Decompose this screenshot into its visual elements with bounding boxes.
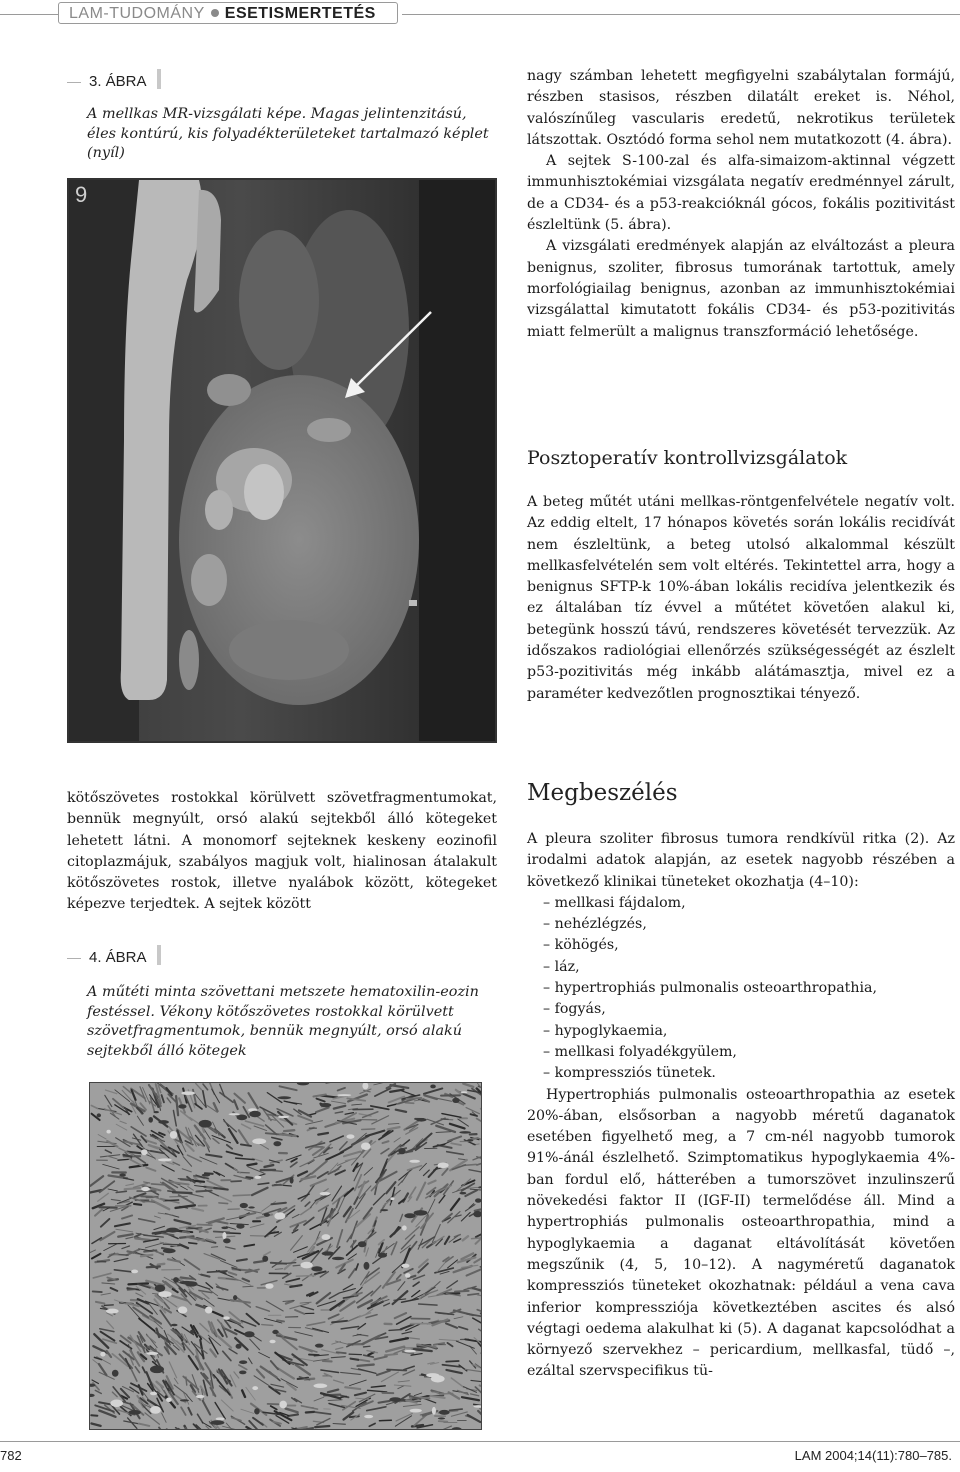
tissue-cell — [171, 1324, 178, 1327]
tissue-cell — [274, 1212, 285, 1219]
tissue-fiber — [273, 1185, 281, 1186]
figure3-mri-image — [67, 178, 497, 743]
tissue-fiber — [405, 1103, 413, 1104]
tissue-cell — [459, 1131, 471, 1133]
journal-citation: LAM 2004;14(11):780–785. — [794, 1448, 952, 1463]
tissue-cell — [364, 1415, 373, 1418]
symptom-item: – fogyás, — [527, 999, 955, 1020]
tissue-cell — [112, 1370, 119, 1377]
symptom-item: – hypoglykaemia, — [527, 1021, 955, 1042]
tissue-cell — [277, 1096, 291, 1099]
figure4-label-rule — [67, 958, 81, 959]
tissue-cell — [378, 1253, 387, 1258]
tissue-cell — [240, 1203, 248, 1208]
right-top-text — [527, 66, 955, 343]
tissue-cell — [252, 1138, 266, 1144]
tissue-fiber — [125, 1188, 140, 1189]
tissue-cell — [100, 1352, 105, 1357]
tissue-fiber — [337, 1352, 346, 1353]
tissue-cell — [459, 1192, 466, 1195]
tissue-cell — [181, 1091, 195, 1095]
tissue-cell — [173, 1277, 179, 1283]
tissue-fiber — [134, 1204, 141, 1205]
tissue-cell — [265, 1283, 273, 1288]
tissue-fiber — [233, 1195, 250, 1196]
tissue-cell — [239, 1370, 246, 1374]
tissue-cell — [405, 1273, 410, 1278]
tissue-cell — [475, 1198, 481, 1202]
tissue-fiber — [455, 1291, 469, 1292]
tissue-cell — [131, 1270, 138, 1274]
discussion-paragraph-2: Hypertrophiás pulmonalis osteoarthropathia az esetek 20%-ában, elsősorban a nagyobb méretű daganatok esetében figyelhető meg, a 7 cm-nél nagyobb tumorok 91%-ánál észlelhető. Szimptomatikus hypoglykaemia 4%-ban fordul elő, hátterében a tumorszövet inzulinszerű növekedési faktor II (IGF-II) termelődése áll. Mind a hypertrophiás pulmonalis osteoarthropathia, mind a hypoglykaemia a daganat eltávolítását követően megszűnik (4, 5, 10–12). A nagyméretű daganatok kompressziós tüneteket okozhatnak: például a vena cava inferior kompressziója következtében ascites és alsó végtagi oedema alakulhat ki (5). A daganat kapcsolódhat a környező szervekhez – pericardium, mellkasfal, tüdő –, ezáltal szervspecifikus tü- — [527, 1086, 955, 1380]
tissue-fiber — [318, 1133, 328, 1135]
symptom-item: – hypertrophiás pulmonalis osteoarthropathia, — [527, 978, 955, 999]
tissue-fiber — [197, 1225, 211, 1226]
tissue-cell — [414, 1210, 428, 1215]
tissue-cell — [248, 1206, 254, 1208]
tissue-fiber — [231, 1181, 241, 1182]
tissue-cell — [461, 1091, 467, 1093]
tissue-cell — [199, 1120, 212, 1128]
tissue-cell — [390, 1197, 394, 1200]
tissue-cell — [180, 1281, 193, 1285]
figure4-caption: A műtéti minta szövettani metszete hematoxilin-eozin festéssel. Vékony kötőszövetes rostokkal körülvett szövetfragmentumok, bennük megnyúlt, orsó alakú sejtekből álló kötegek — [87, 984, 479, 1059]
tissue-cell — [300, 1262, 313, 1269]
tissue-cell — [150, 1406, 161, 1414]
left-mid-text — [67, 788, 497, 916]
tissue-cell — [404, 1350, 416, 1353]
tissue-fiber — [389, 1330, 402, 1331]
tissue-cell — [150, 1392, 157, 1395]
histology-graphic — [90, 1083, 482, 1430]
symptom-item: – kompressziós tünetek. — [527, 1063, 955, 1084]
tissue-fiber — [333, 1424, 345, 1425]
tissue-fiber — [135, 1238, 149, 1240]
tissue-cell — [202, 1174, 211, 1177]
tissue-cell — [223, 1316, 229, 1320]
figure3-label: 3. ÁBRA — [81, 72, 155, 92]
tissue-cell — [402, 1264, 410, 1268]
tissue-fiber — [349, 1354, 361, 1355]
tissue-cell — [155, 1285, 165, 1292]
tissue-cell — [178, 1306, 187, 1313]
tissue-cell — [452, 1098, 459, 1103]
tissue-cell — [196, 1395, 204, 1398]
tissue-cell — [432, 1407, 436, 1415]
tissue-fiber — [183, 1232, 189, 1233]
paragraph-immuno: A sejtek S-100-zal és alfa-simaizom-aktinnal végzett immunhisztokémiai vizsgálata negatív eredménnyel zárult, de a CD34- és a p53-reakcióknál gócos, fokális pozitivitást észleltünk (5. ábra). — [527, 153, 955, 234]
tissue-cell — [402, 1225, 407, 1230]
tissue-cell — [233, 1295, 237, 1300]
tissue-cell — [229, 1113, 240, 1115]
footer-rule — [0, 1441, 960, 1442]
tissue-cell — [255, 1176, 262, 1179]
figure4-label: 4. ÁBRA — [81, 948, 155, 968]
tissue-fiber — [315, 1426, 329, 1427]
tissue-cell — [158, 1120, 169, 1124]
tissue-cell — [166, 1228, 179, 1233]
tissue-cell — [254, 1408, 260, 1414]
mri-graphic — [69, 180, 497, 743]
tissue-fiber — [128, 1289, 135, 1290]
figure3-label-rule — [67, 82, 81, 83]
discussion-section-title: Megbeszélés — [527, 780, 678, 806]
tissue-cell — [106, 1309, 119, 1314]
tissue-cell — [221, 1226, 228, 1229]
tissue-cell — [272, 1330, 278, 1334]
histology-paragraph: kötőszövetes rostokkal körülvett szövetfragmentumokat, bennük megnyúlt, orsó alakú sejtekből álló kötegeket lehetett látni. A monomorf sejteknek keskeny eozinofil citoplazmájuk, szabályos magjuk volt, hialinosan átalakult kötőszövetes rostok, illetve nyalábok között, kötegeket képezve terjedtek. A sejtek között — [67, 790, 497, 913]
tissue-cell — [158, 1158, 172, 1161]
figure4-histology-image — [89, 1082, 482, 1430]
tissue-cell — [244, 1331, 254, 1337]
discussion-text — [527, 829, 955, 1383]
tissue-cell — [178, 1104, 186, 1108]
tissue-cell — [166, 1398, 172, 1403]
tissue-cell — [416, 1118, 427, 1122]
tissue-fiber — [243, 1286, 253, 1287]
tissue-cell — [249, 1111, 261, 1117]
tissue-cell — [313, 1384, 327, 1388]
header-rule-left — [0, 14, 58, 15]
tissue-cell — [273, 1141, 281, 1146]
tissue-cell — [239, 1360, 247, 1364]
tissue-fiber — [481, 1353, 482, 1365]
tissue-cell — [106, 1130, 110, 1134]
running-header — [58, 2, 398, 24]
symptom-item: – mellkasi fájdalom, — [527, 893, 955, 914]
tissue-cell — [119, 1174, 126, 1177]
tissue-cell — [170, 1131, 178, 1139]
tissue-cell — [97, 1113, 101, 1117]
figure3-caption: A mellkas MR-vizsgálati képe. Magas jelintenzitású, éles kontúrú, kis folyadékterületeket tartalmazó képlet (nyíl) — [87, 106, 489, 162]
tissue-cell — [438, 1417, 445, 1419]
tissue-cell — [311, 1266, 322, 1271]
tissue-fiber — [237, 1259, 247, 1260]
tissue-fiber — [128, 1251, 134, 1252]
tissue-cell — [110, 1400, 123, 1407]
tissue-cell — [211, 1420, 225, 1425]
tissue-fiber — [387, 1369, 406, 1370]
tissue-cell — [216, 1417, 225, 1420]
tissue-cell — [315, 1344, 324, 1348]
tissue-fiber — [173, 1192, 192, 1193]
tissue-cell — [380, 1209, 388, 1211]
postop-paragraph: A beteg műtét utáni mellkas-röntgenfelvétele negatív volt. Az eddig eltelt, 17 hónapos követés során lokális recidívát nem észleltünk, a beteg utolsó alkalommal készült mellkasfelvételén sem volt eltérés. Tekintettel arra, hogy a benignus SFTP-k 10%-ában lokális recidíva jelentkezik és ez általában tíz évvel a műtétet követően alakul ki, betegünk hosszú távú, rendszeres követését tervezzük. Az időszakos radiológiai ellenőrzés szükségességét az észlelt p53-pozitivitás még inkább alátámasztja, mivel ez a paraméter kedvezőtlen prognosztikai tényező. — [527, 494, 955, 702]
tissue-cell — [322, 1251, 335, 1255]
tissue-cell — [409, 1160, 420, 1163]
tissue-cell — [389, 1397, 401, 1402]
tissue-fiber — [147, 1267, 160, 1268]
tissue-cell — [146, 1352, 158, 1355]
tissue-cell — [290, 1177, 294, 1183]
tissue-cell — [236, 1344, 242, 1349]
symptom-item: – köhögés, — [527, 935, 955, 956]
tissue-cell — [361, 1142, 371, 1150]
tissue-cell — [438, 1162, 449, 1168]
tissue-fiber — [362, 1129, 375, 1130]
tissue-cell — [252, 1386, 258, 1390]
tissue-cell — [439, 1410, 450, 1415]
tissue-cell — [364, 1262, 370, 1270]
tissue-cell — [190, 1330, 194, 1335]
header-bullet-icon — [211, 9, 219, 17]
tissue-cell — [148, 1117, 153, 1123]
tissue-cell — [404, 1213, 415, 1218]
tissue-cell — [150, 1366, 164, 1374]
tissue-fiber — [93, 1291, 102, 1292]
tissue-fiber — [189, 1243, 197, 1244]
tissue-fiber — [275, 1269, 282, 1270]
tissue-cell — [269, 1340, 275, 1343]
tissue-cell — [279, 1401, 286, 1409]
tissue-cell — [467, 1139, 474, 1141]
tissue-fiber — [158, 1264, 165, 1265]
tissue-cell — [236, 1224, 244, 1229]
tissue-fiber — [262, 1325, 273, 1326]
mri-marker: 9 — [75, 182, 88, 207]
tissue-cell — [410, 1409, 422, 1413]
tissue-fiber — [164, 1200, 179, 1201]
tissue-cell — [346, 1134, 354, 1139]
header-rule-right — [402, 14, 960, 15]
tissue-fiber — [246, 1177, 252, 1178]
symptom-list — [527, 893, 955, 1085]
tissue-cell — [154, 1111, 159, 1113]
tissue-fiber — [446, 1361, 458, 1362]
tissue-cell — [264, 1213, 270, 1217]
tissue-cell — [223, 1238, 231, 1243]
tissue-fiber — [439, 1421, 448, 1422]
tissue-cell — [141, 1187, 150, 1191]
tissue-cell — [222, 1232, 226, 1239]
tissue-cell — [473, 1211, 482, 1217]
tissue-cell — [128, 1410, 141, 1415]
tissue-cell — [430, 1084, 436, 1088]
tissue-fiber — [181, 1278, 189, 1279]
postop-section-title: Posztoperatív kontrollvizsgálatok — [527, 447, 848, 469]
postop-text — [527, 492, 955, 705]
tissue-cell — [337, 1094, 351, 1096]
tissue-fiber — [167, 1429, 176, 1430]
tissue-cell — [237, 1115, 248, 1121]
tissue-fiber — [363, 1346, 369, 1347]
symptom-item: – láz, — [527, 957, 955, 978]
tissue-cell — [426, 1373, 439, 1377]
tissue-fiber — [407, 1098, 422, 1099]
symptom-item: – mellkasi folyadékgyülem, — [527, 1042, 955, 1063]
tissue-fiber — [254, 1261, 263, 1262]
tissue-cell — [320, 1192, 331, 1195]
tissue-cell — [205, 1307, 212, 1314]
discussion-intro: A pleura szoliter fibrosus tumora rendkívül ritka (2). Az irodalmi adatok alapján, az esetek nagyobb részében a következő klinikai tüneteket okozhatja (4–10): — [527, 831, 955, 890]
tissue-fiber — [350, 1416, 359, 1417]
tissue-fiber — [214, 1232, 230, 1233]
tissue-fiber — [306, 1412, 314, 1413]
tissue-fiber — [351, 1359, 359, 1360]
symptom-item: – nehézlégzés, — [527, 914, 955, 935]
header-section: LAM-TUDOMÁNY — [69, 5, 205, 22]
tissue-cell — [163, 1249, 176, 1254]
tissue-cell — [141, 1149, 147, 1155]
tissue-fiber — [212, 1247, 218, 1248]
tissue-cell — [262, 1256, 268, 1262]
tissue-fiber — [284, 1130, 294, 1131]
page-number: 782 — [0, 1448, 22, 1463]
paragraph-conclusion: A vizsgálati eredmények alapján az elváltozást a pleura benignus, szoliter, fibrosus tumorának tartottuk, amely morfológiailag benignus, azonban az immunhisztokémiai vizsgálattal kimutatott fokális CD34- és p53-pozitivitás miatt felmerült a malignus transzformáció lehetősége. — [527, 238, 955, 340]
tissue-cell — [320, 1103, 331, 1107]
tissue-fiber — [141, 1255, 152, 1256]
tissue-fiber — [219, 1203, 228, 1204]
tissue-cell — [322, 1234, 331, 1240]
tissue-cell — [398, 1148, 405, 1154]
tissue-fiber — [358, 1365, 374, 1366]
tissue-cell — [180, 1399, 189, 1401]
tissue-cell — [278, 1116, 289, 1118]
tissue-cell — [158, 1291, 171, 1297]
tissue-cell — [332, 1257, 344, 1260]
header-category: ESETISMERTETÉS — [224, 5, 376, 22]
tissue-cell — [358, 1241, 367, 1247]
tissue-fiber — [296, 1275, 315, 1276]
tissue-fiber — [385, 1354, 397, 1355]
tissue-fiber — [277, 1320, 284, 1321]
tissue-fiber — [247, 1164, 256, 1166]
paragraph-vessels: nagy számban lehetett megfigyelni szabálytalan formájú, részben stasisos, részben dilatált ereket is. Néhol, valószínűleg vascularis eredetű, nekrotikus területek látszottak. Osztódó forma sehol nem mutatkozott (4. ábra). — [527, 68, 955, 148]
